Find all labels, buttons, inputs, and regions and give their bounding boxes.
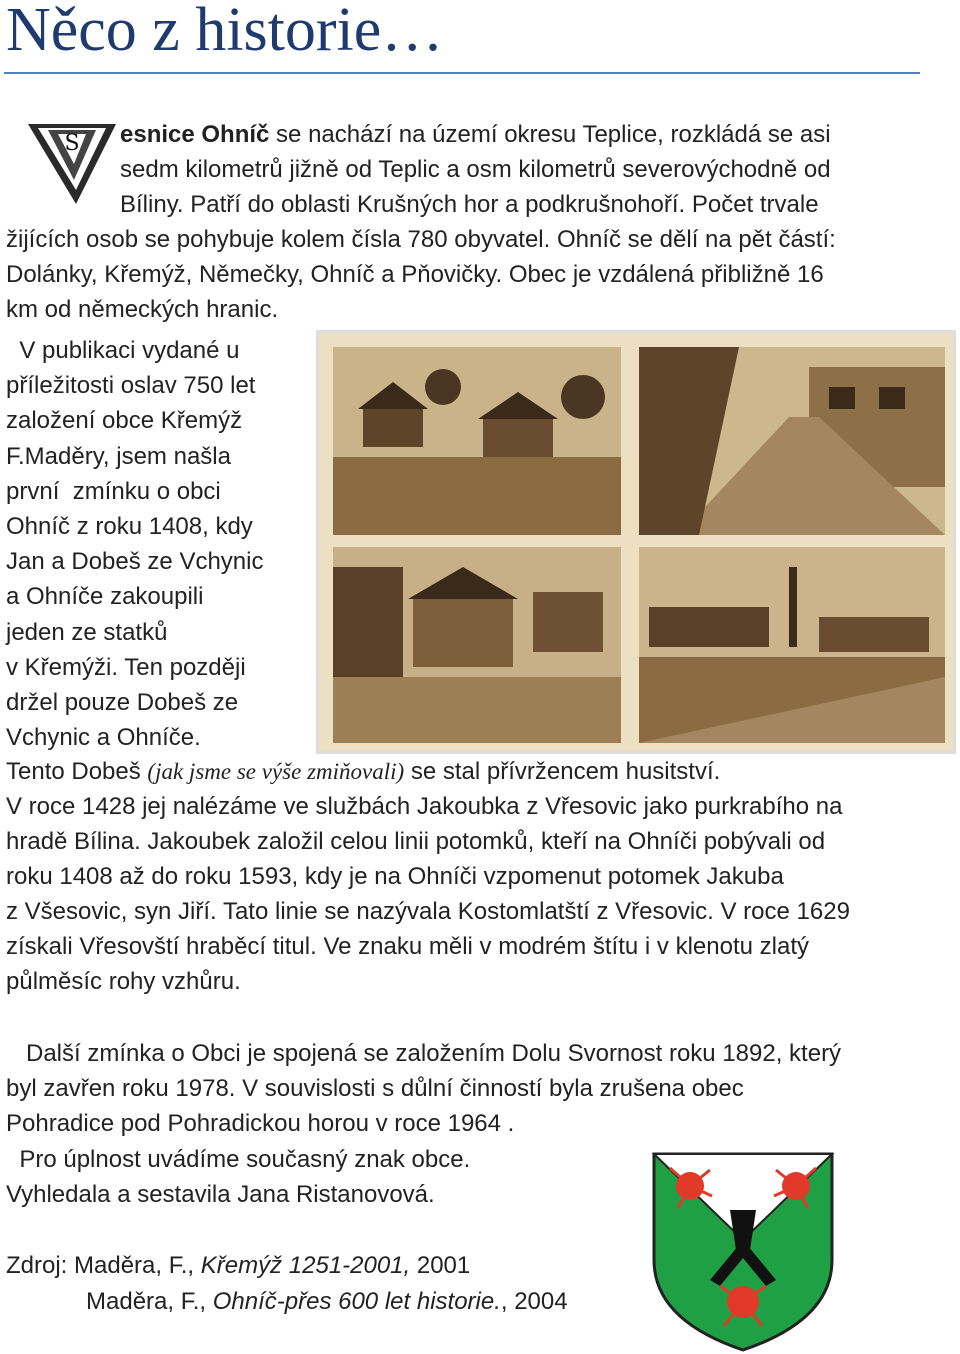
column-line: F.Maděry, jsem našla <box>6 442 231 470</box>
photo-street <box>639 347 945 535</box>
intro-line-3: Bíliny. Patří do oblasti Krušných hor a podkrušnohoří. Počet trvale <box>120 191 819 218</box>
intro-line-1: esnice Ohníč se nachází na území okresu Teplice, rozkládá se asi <box>120 121 831 148</box>
initial-v-emblem <box>24 120 120 206</box>
para3-line-3: Pohradice pod Pohradickou horou v roce 1964 . <box>6 1110 515 1137</box>
intro-line-4: žijících osob se pohybuje kolem čísla 780 obyvatel. Ohníč se dělí na pět částí: <box>6 226 836 253</box>
coat-of-arms-icon <box>650 1150 836 1354</box>
column-line: Ohníč z roku 1408, kdy <box>6 513 253 540</box>
column-line: jeden ze statků <box>6 618 168 646</box>
column-line: založení obce Křemýž <box>6 407 243 435</box>
column-line: držel pouze Dobeš ze <box>6 689 239 716</box>
para2-line-5: z Všesovic, syn Jiří. Tato linie se nazývala Kostomlatští z Vřesovic. V roce 1629 <box>6 898 850 925</box>
column-line: Jan a Dobeš ze Vchynic <box>6 548 264 576</box>
column-line: první zmínku o obci <box>6 477 221 505</box>
photo-village-panorama <box>333 347 621 535</box>
column-line: V publikaci vydané u <box>6 337 240 364</box>
para2-line-1: Tento Dobeš (jak jsme se výše zmiňovali) se stal přívržencem husitství. <box>6 758 721 785</box>
para3-line-2: byl zavřen roku 1978. V souvislosti s důlní činností byla zrušena obec <box>6 1075 744 1102</box>
photo-mine <box>639 547 945 743</box>
column-line: a Ohníče zakoupili <box>6 583 204 611</box>
para3-line-1: Další zmínka o Obci je spojená se založením Dolu Svornost roku 1892, který <box>6 1040 842 1067</box>
historical-postcard-photos <box>316 330 956 754</box>
page-title: Něco z historie… <box>6 0 444 64</box>
column-line: Vchynic a Ohníče. <box>6 724 201 752</box>
para2-line-2: V roce 1428 jej nalézáme ve službách Jakoubka z Vřesovic jako purkrabího na <box>6 793 843 820</box>
source-line-1: Zdroj: Maděra, F., Křemýž 1251-2001, 2001 <box>6 1252 471 1279</box>
column-line: příležitosti oslav 750 let <box>6 372 256 400</box>
intro-line-6: km od německých hranic. <box>6 296 279 323</box>
title-rule <box>4 72 920 74</box>
source-line-2: Maděra, F., Ohníč-přes 600 let historie., 2004 <box>6 1288 568 1315</box>
svg-text:S: S <box>64 131 80 156</box>
photo-houses <box>333 547 621 743</box>
intro-line-5: Dolánky, Křemýž, Němečky, Ohníč a Pňovičky. Obec je vzdálená přibližně 16 <box>6 261 824 288</box>
author-line: Vyhledala a sestavila Jana Ristanovová. <box>6 1181 435 1208</box>
para2-line-6: získali Vřesovští hraběcí titul. Ve znaku měli v modrém štítu i v klenotu zlatý <box>6 933 809 960</box>
column-line: v Křemýži. Ten později <box>6 653 246 681</box>
para3-line-4: Pro úplnost uvádíme současný znak obce. <box>6 1146 471 1173</box>
para2-line-3: hradě Bílina. Jakoubek založil celou linii potomků, kteří na Ohníči pobývali od <box>6 828 826 855</box>
para2-line-4: roku 1408 až do roku 1593, kdy je na Ohníči vzpomenut potomek Jakuba <box>6 863 784 890</box>
para2-line-7: půlměsíc rohy vzhůru. <box>6 968 241 995</box>
intro-line-2: sedm kilometrů jižně od Teplic a osm kilometrů severovýchodně od <box>120 156 831 183</box>
